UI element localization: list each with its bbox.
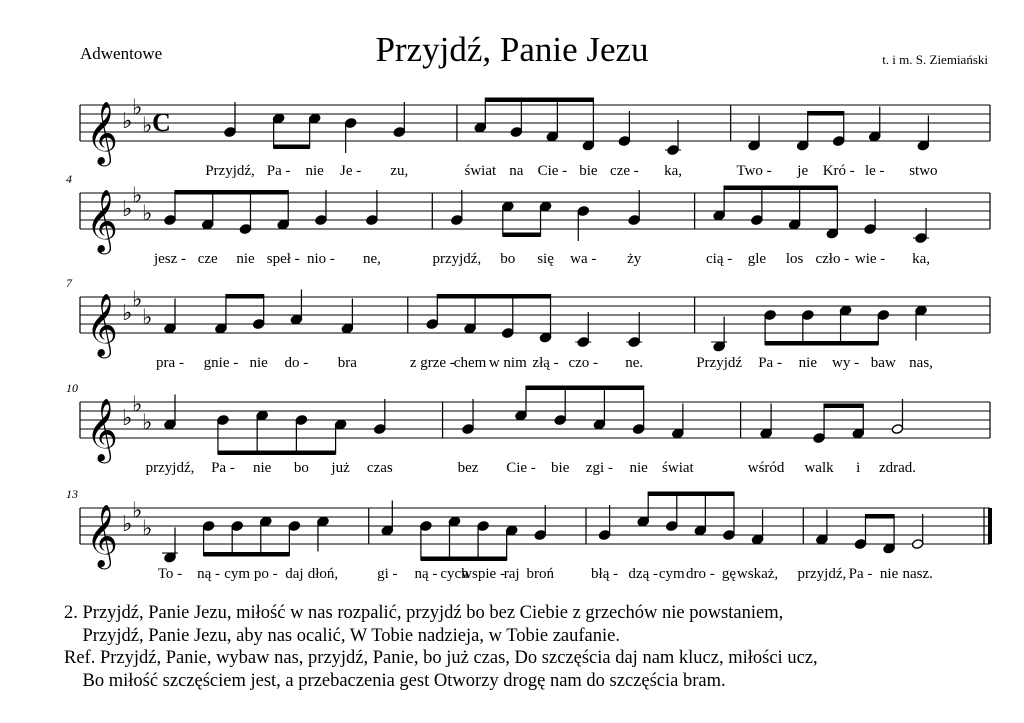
notehead: [164, 215, 176, 226]
beam: [865, 514, 894, 519]
measure-number: 13: [66, 487, 78, 501]
notehead: [713, 210, 725, 221]
flat-sign: ♭: [142, 112, 153, 138]
time-signature-common: C: [152, 108, 171, 137]
lyric-syllable: daj: [285, 566, 304, 582]
notehead: [915, 233, 927, 244]
lyric-syllable: Cie -: [537, 163, 568, 179]
notehead: [164, 552, 176, 563]
beam: [274, 145, 310, 150]
lyric-syllable: ną -: [414, 566, 438, 582]
notehead: [515, 410, 527, 421]
notehead: [751, 215, 763, 226]
notehead: [344, 118, 356, 129]
notehead: [164, 323, 176, 334]
lyric-syllable: do -: [284, 355, 309, 371]
flat-sign: ♭: [122, 108, 133, 133]
lyric-syllable: walk: [804, 460, 834, 476]
lyric-syllable: wy -: [832, 355, 860, 371]
page-title: Przyjdź, Panie Jezu: [375, 30, 649, 69]
lyric-syllable: gi -: [377, 566, 398, 582]
lyric-syllable: wśród: [747, 460, 785, 476]
measure-number: 4: [66, 172, 72, 186]
notehead: [308, 113, 320, 124]
lyric-syllable: bie: [551, 460, 570, 476]
notehead: [577, 337, 589, 348]
lyric-syllable: nie: [236, 251, 255, 267]
beam: [437, 294, 550, 299]
lyric-syllable: raj: [503, 566, 520, 582]
notehead: [788, 219, 800, 230]
lyric-syllable: świat: [464, 163, 497, 179]
notehead: [462, 424, 474, 435]
lyric-syllable: nas,: [909, 355, 933, 371]
lyric-syllable: nie: [629, 460, 648, 476]
lyric-syllable: wspie -: [461, 566, 505, 582]
lyric-syllable: je: [797, 163, 809, 179]
beam: [824, 404, 863, 409]
notehead: [451, 215, 463, 226]
lyric-syllable: i: [856, 460, 861, 476]
lyric-syllable: stwo: [909, 163, 938, 179]
lyric-syllable: Je -: [340, 163, 362, 179]
notehead: [554, 415, 566, 426]
lyric-syllable: czas: [366, 460, 393, 476]
flat-sign: ♭: [142, 409, 153, 435]
notehead: [751, 534, 763, 545]
lyric-syllable: bra: [337, 355, 357, 371]
notehead: [891, 424, 903, 435]
notehead: [224, 127, 236, 138]
notehead: [796, 140, 808, 151]
lyric-syllable: bo: [293, 460, 309, 476]
notehead: [393, 127, 405, 138]
notehead: [502, 201, 514, 212]
notehead: [502, 328, 514, 339]
notehead: [317, 516, 329, 527]
notehead: [215, 323, 227, 334]
notehead: [628, 215, 640, 226]
author-credit: t. i m. S. Ziemiański: [882, 52, 988, 67]
beam: [421, 557, 507, 562]
notehead: [341, 323, 353, 334]
lyric-syllable: bo: [500, 251, 516, 267]
lyric-syllable: świat: [662, 460, 694, 476]
notehead: [915, 305, 927, 316]
notehead: [381, 525, 393, 536]
lyric-syllable: ka,: [664, 163, 682, 179]
lyric-syllable: cym: [658, 566, 685, 582]
flat-sign: ♭: [132, 391, 143, 417]
lyric-syllable: Pa -: [758, 355, 782, 371]
notehead: [202, 521, 214, 532]
beam: [765, 341, 878, 346]
lyric-syllable: ne,: [362, 251, 381, 267]
lyric-syllable: le -: [864, 163, 885, 179]
lyric-syllable: dzą -: [628, 566, 658, 582]
notehead: [833, 136, 845, 147]
lyric-syllable: cym: [224, 566, 251, 582]
treble-clef: 𝄞: [86, 506, 118, 566]
verses-text: [64, 602, 818, 692]
notehead: [672, 428, 684, 439]
flat-sign: ♭: [132, 497, 143, 523]
lyric-syllable: Cie -: [506, 460, 536, 476]
lyric-syllable: przyjdź,: [797, 566, 847, 582]
flat-sign: ♭: [142, 304, 153, 330]
notehead: [713, 341, 725, 352]
beam: [485, 98, 593, 103]
notehead: [272, 113, 284, 124]
lyric-syllable: cych: [440, 566, 469, 582]
lyric-syllable: gle: [747, 251, 767, 267]
notehead: [723, 530, 735, 541]
notehead: [911, 539, 923, 550]
lyric-syllable: speł -: [266, 251, 300, 267]
measure-number: 7: [66, 276, 72, 290]
verse-line: 2. Przyjdź, Panie Jezu, miłość w nas rozpalić, przyjdź bo bez Ciebie z grzechów nie powstaniem,: [64, 603, 784, 623]
flat-sign: ♭: [122, 300, 133, 325]
notehead: [374, 424, 386, 435]
notehead: [164, 419, 176, 430]
lyric-syllable: broń: [526, 566, 555, 582]
notehead: [510, 127, 522, 138]
lyric-syllable: bie: [579, 163, 598, 179]
lyric-syllable: nio -: [307, 251, 335, 267]
lyric-syllable: nie: [249, 355, 268, 371]
lyric-syllable: na: [509, 163, 524, 179]
lyric-syllable: Pa -: [266, 163, 291, 179]
beam: [526, 386, 644, 391]
lyric-syllable: w nim: [488, 355, 527, 371]
beam: [808, 111, 844, 116]
notehead: [231, 521, 243, 532]
lyric-syllable: pra -: [156, 355, 184, 371]
notehead: [593, 419, 605, 430]
flat-sign: ♭: [132, 94, 143, 120]
lyric-syllable: wa -: [570, 251, 597, 267]
notehead: [598, 530, 610, 541]
lyric-syllable: nie: [305, 163, 324, 179]
treble-clef: 𝄞: [86, 191, 118, 251]
lyric-syllable: baw: [870, 355, 896, 371]
lyric-syllable: cze: [197, 251, 218, 267]
flat-sign: ♭: [122, 405, 133, 430]
flat-sign: ♭: [122, 511, 133, 536]
notehead: [252, 319, 264, 330]
notehead: [474, 122, 486, 133]
beam: [226, 294, 264, 299]
lyric-syllable: wskaż,: [736, 566, 779, 582]
notehead: [839, 305, 851, 316]
lyric-syllable: ne.: [625, 355, 644, 371]
notehead: [477, 521, 489, 532]
notehead: [288, 521, 300, 532]
notehead: [464, 323, 476, 334]
lyric-syllable: zu,: [390, 163, 409, 179]
notehead: [546, 131, 558, 142]
lyric-syllable: dłoń,: [307, 566, 339, 582]
lyric-syllable: zgi -: [585, 460, 613, 476]
lyric-syllable: przyjdź,: [145, 460, 195, 476]
beam: [204, 552, 290, 557]
lyric-syllable: zdrad.: [878, 460, 917, 476]
measure-number: 10: [66, 381, 78, 395]
notehead: [694, 525, 706, 536]
notehead: [813, 433, 825, 444]
notehead: [760, 428, 772, 439]
notehead: [869, 131, 881, 142]
lyric-syllable: po -: [253, 566, 278, 582]
notehead: [315, 215, 327, 226]
beam: [175, 190, 288, 195]
notehead: [256, 410, 268, 421]
notehead: [883, 543, 895, 554]
notehead: [334, 419, 346, 430]
notehead: [420, 521, 432, 532]
lyric-syllable: złą -: [532, 355, 559, 371]
lyric-syllable: ży: [627, 251, 642, 267]
notehead: [666, 521, 678, 532]
lyric-syllable: z grze -: [409, 355, 455, 371]
lyric-syllable: nie: [879, 566, 899, 582]
lyric-syllable: przyjdź,: [432, 251, 482, 267]
notehead: [852, 428, 864, 439]
beam: [648, 492, 734, 497]
notehead: [582, 140, 594, 151]
notehead: [637, 516, 649, 527]
notehead: [854, 539, 866, 550]
lyric-syllable: nie: [252, 460, 272, 476]
notehead: [534, 530, 546, 541]
lyric-syllable: Pa -: [211, 460, 235, 476]
notehead: [366, 215, 378, 226]
lyric-syllable: To -: [157, 566, 183, 582]
flat-sign: ♭: [142, 200, 153, 226]
notehead: [202, 219, 214, 230]
verse-line: Przyjdź, Panie Jezu, aby nas ocalić, W Tobie nadzieja, w Tobie zaufanie.: [64, 625, 620, 646]
notehead: [426, 319, 438, 330]
lyric-syllable: wie -: [854, 251, 886, 267]
lyric-syllable: czo -: [568, 355, 599, 371]
lyric-syllable: cią -: [706, 251, 733, 267]
lyric-syllable: nie: [798, 355, 817, 371]
notehead: [539, 332, 551, 343]
flat-sign: ♭: [132, 182, 143, 208]
lyric-syllable: Przyjdź: [696, 355, 743, 371]
lyric-syllable: się: [537, 251, 554, 267]
lyric-syllable: nasz.: [902, 566, 933, 582]
beam: [503, 233, 541, 238]
notehead: [877, 310, 889, 321]
notehead: [628, 337, 640, 348]
notehead: [764, 310, 776, 321]
lyric-syllable: Pa -: [848, 566, 873, 582]
lyric-syllable: ka,: [912, 251, 931, 267]
lyric-syllable: Two -: [736, 163, 772, 179]
notehead: [290, 314, 302, 325]
lyric-syllable: czło -: [815, 251, 850, 267]
notehead: [577, 206, 589, 217]
notehead: [277, 219, 289, 230]
treble-clef: 𝄞: [86, 295, 118, 355]
beam: [724, 186, 837, 191]
lyric-syllable: cze -: [610, 163, 639, 179]
lyric-syllable: błą -: [591, 566, 619, 582]
lyric-syllable: gę: [721, 566, 737, 582]
flat-sign: ♭: [142, 515, 153, 541]
treble-clef: 𝄞: [86, 103, 118, 163]
lyric-syllable: dro -: [686, 566, 715, 582]
lyric-syllable: chem: [453, 355, 487, 371]
notehead: [539, 201, 551, 212]
notehead: [632, 424, 644, 435]
notehead: [667, 145, 679, 156]
verse-line: Bo miłość szczęściem jest, a przebaczenia gest Otworzy drogę nam do szczęścia bram.: [64, 670, 726, 691]
notehead: [826, 228, 838, 239]
notehead: [816, 534, 828, 545]
notehead: [295, 415, 307, 426]
notehead: [505, 525, 517, 536]
verse-line: Ref. Przyjdź, Panie, wybaw nas, przyjdź, Panie, bo już czas, Do szczęścia daj nam klucz, miłości ucz,: [64, 648, 818, 668]
treble-clef: 𝄞: [86, 400, 118, 460]
flat-sign: ♭: [122, 196, 133, 221]
lyric-syllable: Kró -: [822, 163, 855, 179]
lyric-syllable: los: [785, 251, 804, 267]
lyric-syllable: ną -: [197, 566, 221, 582]
lyric-syllable: Przyjdź,: [205, 163, 255, 179]
notehead: [864, 224, 876, 235]
lyric-syllable: gnie -: [203, 355, 239, 371]
notehead: [802, 310, 814, 321]
flat-sign: ♭: [132, 286, 143, 312]
notehead: [239, 224, 251, 235]
notehead: [260, 516, 272, 527]
notehead: [448, 516, 460, 527]
notehead: [748, 140, 760, 151]
hymn-category: Adwentowe: [80, 44, 163, 63]
notehead: [618, 136, 630, 147]
notehead: [217, 415, 229, 426]
lyric-syllable: bez: [457, 460, 479, 476]
lyric-syllable: już: [331, 460, 350, 476]
notehead: [917, 140, 929, 151]
beam: [218, 451, 336, 456]
lyric-syllable: jesz -: [153, 251, 187, 267]
